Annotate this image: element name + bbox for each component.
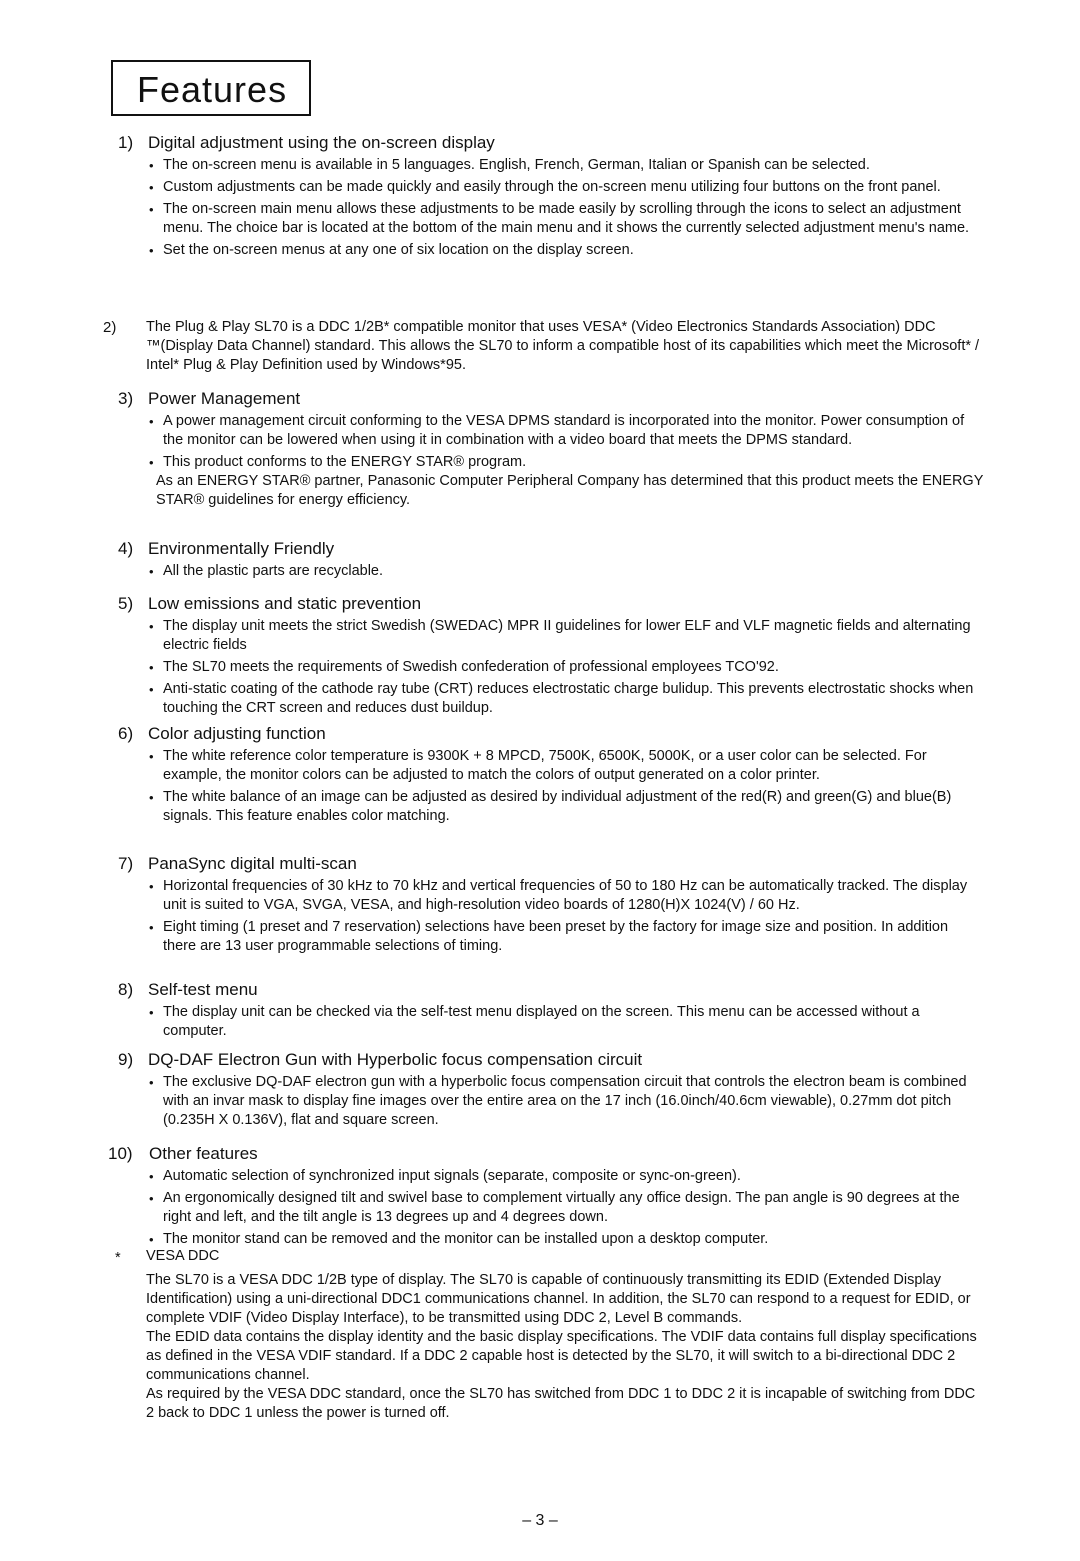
section-number: 6): [118, 724, 134, 743]
list-item: • The monitor stand can be removed and the monitor can be installed upon a desktop computer.: [0, 1230, 1080, 1249]
section-number: 2): [103, 319, 117, 336]
section-7: [0, 853, 1080, 979]
list-item: • The display unit can be checked via the self-test menu displayed on the screen. This menu can be accessed without a computer.: [0, 1003, 1080, 1041]
list-item: • Custom adjustments can be made quickly and easily through the on-screen menu utilizing four buttons on the front panel.: [0, 178, 1080, 197]
list-item: • An ergonomically designed tilt and swivel base to complement virtually any office design. The pan angle is 90 degrees at the right and left, and the tilt angle is 13 degrees up and 4 degrees down.: [0, 1189, 1080, 1227]
footnote-vesa-ddc: [0, 1247, 1080, 1423]
features-content: [0, 132, 1080, 1423]
footnote-paragraph: The SL70 is a VESA DDC 1/2B type of display. The SL70 is capable of continuously transmitting its EDID (Extended Display Identification) using a uni-directional DDC1 communications channel. In addition, the SL70 can respond to a request for EDID, or complete VDIF (Video Display Interface), to be transmitted using DDC 2, Level B commands.: [146, 1272, 971, 1326]
list-item: • The white balance of an image can be adjusted as desired by individual adjustment of the red(R) and green(G) and blue(B) signals. This feature enables color matching.: [0, 788, 1080, 826]
section-number: 4): [118, 539, 134, 558]
footnote-paragraph: As required by the VESA DDC standard, once the SL70 has switched from DDC 1 to DDC 2 it is incapable of switching from DDC 2 back to DDC 1 unless the power is turned off.: [146, 1386, 976, 1421]
section-2: [0, 318, 1080, 388]
section-8: [0, 979, 1080, 1049]
section-number: 3): [118, 389, 134, 408]
section-1: [0, 132, 1080, 318]
section-number: 8): [118, 980, 134, 999]
page-number: – 3 –: [522, 1512, 558, 1529]
section-10: [0, 1143, 1080, 1247]
section-title: DQ-DAF Electron Gun with Hyperbolic focus compensation circuit: [148, 1050, 643, 1069]
section-number: 5): [118, 594, 134, 613]
section-extra-text: As an ENERGY STAR® partner, Panasonic Computer Peripheral Company has determined that this product meets the ENERGY STAR® guidelines for energy efficiency.: [156, 473, 984, 508]
section-number: 7): [118, 854, 134, 873]
list-item: • Horizontal frequencies of 30 kHz to 70 kHz and vertical frequencies of 50 to 180 Hz can be automatically tracked. The display unit is suited to VGA, SVGA, VESA, and high-resolution video boards of 1280(H)X 1024(V) / 60 Hz.: [0, 877, 1080, 915]
list-item: • The white reference color temperature is 9300K + 8 MPCD, 7500K, 6500K, 5000K, or a user color can be selected. For example, the monitor colors can be adjusted to match the colors of output generated on a color printer.: [0, 747, 1080, 785]
section-4: [0, 538, 1080, 593]
list-item: • The exclusive DQ-DAF electron gun with a hyperbolic focus compensation circuit that controls the electron beam is combined with an invar mask to display fine images over the entire area on the 17 inch (16.0inch/40.6cm viewable), 0.27mm dot pitch (0.235H X 0.136V), flat and square screen.: [0, 1073, 1080, 1130]
section-title: Other features: [149, 1144, 258, 1163]
section-number: 10): [108, 1144, 133, 1163]
footnote-paragraph: The EDID data contains the display identity and the basic display specifications. The VDIF data contains full display specifications as defined in the VESA VDIF standard. If a DDC 2 capable host is detected by the SL70, it will switch to a bi-directional DDC 2 communications channel.: [146, 1329, 977, 1383]
list-item: • Set the on-screen menus at any one of six location on the display screen.: [0, 241, 1080, 260]
footnote-heading: VESA DDC: [146, 1248, 220, 1264]
list-item: • The on-screen menu is available in 5 languages. English, French, German, Italian or Spanish can be selected.: [0, 156, 1080, 175]
section-title: Self-test menu: [148, 980, 258, 999]
list-item: • A power management circuit conforming to the VESA DPMS standard is incorporated into the monitor. Power consumption of the monitor can be lowered when using it in combination with a video board that meets the DPMS standard.: [0, 412, 1080, 450]
section-text: The Plug & Play SL70 is a DDC 1/2B* compatible monitor that uses VESA* (Video Electronics Standards Association) DDC ™(Display Data Channel) standard. This allows the SL70 to inform a compatible host of its capabilities which meet the Microsoft* / Intel* Plug & Play Definition used by Windows*95.: [146, 319, 980, 373]
page-title: Features: [111, 60, 311, 116]
list-item: • The SL70 meets the requirements of Swedish confederation of professional employees TCO'92.: [0, 658, 1080, 677]
list-item: • The display unit meets the strict Swedish (SWEDAC) MPR II guidelines for lower ELF and VLF magnetic fields and alternating electric fields: [0, 617, 1080, 655]
section-3: [0, 388, 1080, 538]
footnote-marker: *: [115, 1250, 121, 1266]
section-title: Power Management: [148, 389, 301, 408]
list-item: • Eight timing (1 preset and 7 reservation) selections have been preset by the factory for image size and position. In addition there are 13 user programmable selections of timing.: [0, 918, 1080, 956]
section-number: 1): [118, 133, 134, 152]
list-item: • Automatic selection of synchronized input signals (separate, composite or sync-on-green).: [0, 1167, 1080, 1186]
list-item: • All the plastic parts are recyclable.: [0, 562, 1080, 581]
section-number: 9): [118, 1050, 134, 1069]
section-title: Digital adjustment using the on-screen display: [148, 133, 495, 152]
list-item: • Anti-static coating of the cathode ray tube (CRT) reduces electrostatic charge bulidup. This prevents electrostatic shocks when touching the CRT screen and reduces dust buildup.: [0, 680, 1080, 718]
section-9: [0, 1049, 1080, 1143]
list-item: • This product conforms to the ENERGY STAR® program.: [0, 453, 1080, 472]
section-title: PanaSync digital multi-scan: [148, 854, 357, 873]
section-title: Color adjusting function: [148, 724, 326, 743]
section-6: [0, 723, 1080, 853]
section-title: Environmentally Friendly: [148, 539, 335, 558]
section-5: [0, 593, 1080, 723]
section-title: Low emissions and static prevention: [148, 594, 422, 613]
list-item: • The on-screen main menu allows these adjustments to be made easily by scrolling through the icons to select an adjustment menu. The choice bar is located at the bottom of the main menu and it shows the currently selected adjustment menu's name.: [0, 200, 1080, 238]
